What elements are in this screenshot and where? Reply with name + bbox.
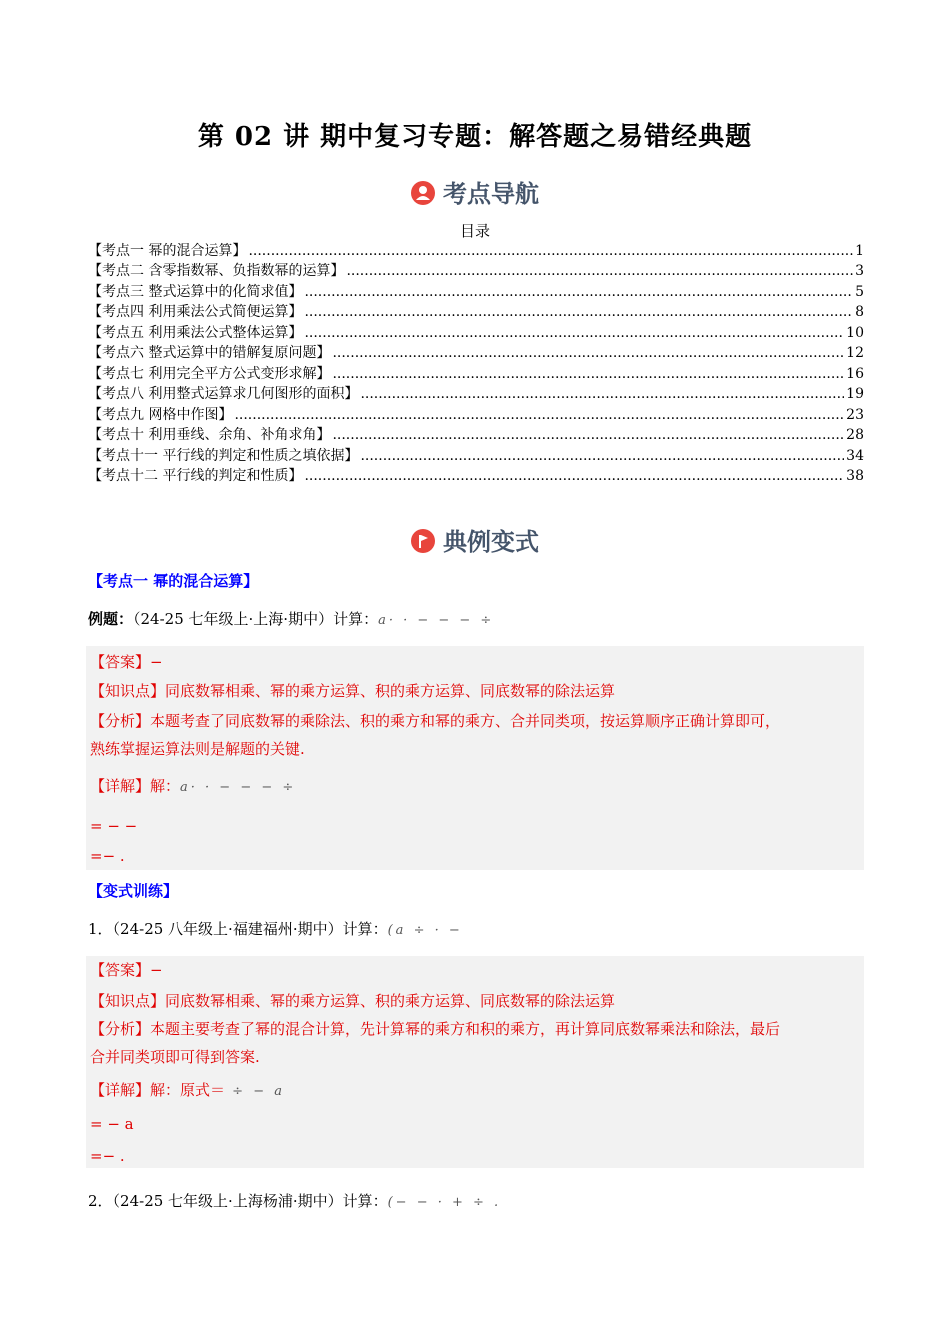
toc-item[interactable]: 【考点二 含零指数幂、负指数幂的运算】 ..... 3 [88, 261, 864, 282]
nav-heading-text: 考点导航 [443, 180, 539, 208]
example-heading [0, 522, 950, 557]
q1-question: 1．（24-25 八年级上·福建福州·期中）计算：(a ÷ · − [88, 920, 463, 938]
toc-item[interactable]: 【考点五 利用乘法公式整体运算】 ..... 10 [88, 322, 864, 343]
toc-item[interactable]: 【考点三 整式运算中的化简求值】 ..... 5 [88, 281, 864, 302]
example-heading-text: 典例变式 [443, 528, 539, 556]
nav-heading [0, 174, 950, 209]
example-question: 例题：（24-25 七年级上·上海·期中）计算：a· · − − − ÷ [88, 610, 495, 628]
kp1-heading: 【考点一 幂的混合运算】 [88, 572, 259, 590]
q2-question: 2．（24-25 七年级上·上海杨浦·期中）计算：(− − · + ÷ . [88, 1192, 502, 1210]
toc-item[interactable]: 【考点六 整式运算中的错解复原问题】 ..... 12 [88, 343, 864, 364]
toc-item[interactable]: 【考点四 利用乘法公式简便运算】 ..... 8 [88, 302, 864, 323]
toc-item[interactable]: 【考点九 网格中作图】 ..... 23 [88, 404, 864, 425]
example-formula: a· · − − − ÷ [378, 613, 495, 628]
toc-title: 目录 [459, 222, 490, 240]
q1-answer-box: 【答案】− 【知识点】同底数幂相乘、幂的乘方运算、积的乘方运算、同底数幂的除法运算 【分析】本题主要考查了幂的混合计算，先计算幂的乘方和积的乘方，再计算同底数幂乘法和除法，最后 合并同类项即可得到答案. 【详解】解：原式＝ ÷ − a = − a =− . [86, 956, 864, 1168]
flag-icon [411, 529, 435, 553]
example-answer-box: 【答案】− 【知识点】同底数幂相乘、幂的乘方运算、积的乘方运算、同底数幂的除法运算 【分析】本题考查了同底数幂的乘除法、积的乘方和幂的乘方、合并同类项，按运算顺序正确计算即可， 熟练掌握运算法则是解题的关键. 【详解】解：a· · − − − ÷ = − − =− . [86, 646, 864, 870]
toc-item[interactable]: 【考点八 利用整式运算求几何图形的面积】 ..... 19 [88, 384, 864, 405]
variant-heading: 【变式训练】 [88, 882, 179, 900]
table-of-contents [88, 240, 864, 486]
toc-item[interactable]: 【考点七 利用完全平方公式变形求解】 ..... 16 [88, 363, 864, 384]
toc-item[interactable]: 【考点一 幂的混合运算】 ..... 1 [88, 240, 864, 261]
page-title: 第 02 讲 期中复习专题：解答题之易错经典题 [197, 122, 753, 152]
user-icon [411, 181, 435, 205]
toc-item[interactable]: 【考点十一 平行线的判定和性质之填依据】 ..... 34 [88, 445, 864, 466]
toc-item[interactable]: 【考点十 利用垂线、余角、补角求角】 ..... 28 [88, 425, 864, 446]
toc-item[interactable]: 【考点十二 平行线的判定和性质】 ..... 38 [88, 466, 864, 487]
